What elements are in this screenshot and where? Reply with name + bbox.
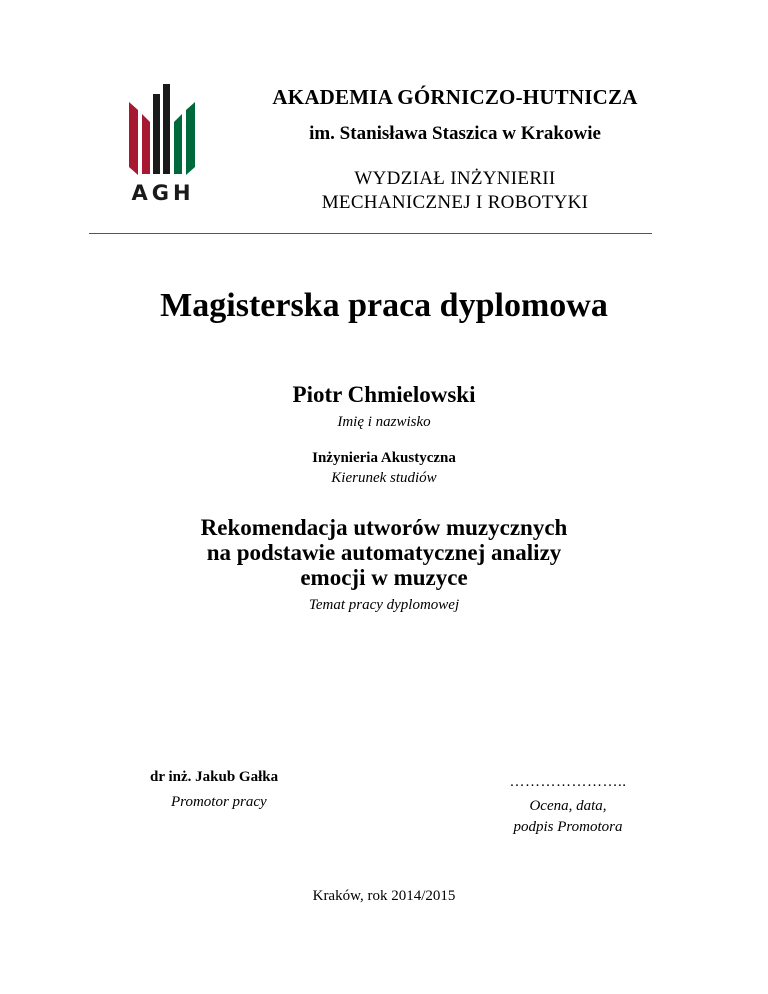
signature-dots: ………………….. [509, 774, 627, 790]
university-subtitle: im. Stanisława Staszica w Krakowie [309, 123, 601, 144]
author-name: Piotr Chmielowski [292, 382, 476, 407]
grade-caption [488, 796, 648, 838]
field-caption: Kierunek studiów [331, 470, 437, 486]
grade-caption-line-2: podpis Promotora [513, 819, 623, 835]
author-caption: Imię i nazwisko [337, 414, 431, 430]
thesis-topic [134, 515, 634, 590]
faculty-name [240, 167, 670, 215]
faculty-line-1: WYDZIAŁ INŻYNIERII [354, 168, 556, 189]
logo-text: AGH [131, 181, 195, 205]
topic-line-3: emocji w muzyce [300, 565, 468, 590]
place-and-year: Kraków, rok 2014/2015 [312, 888, 456, 904]
field-of-study: Inżynieria Akustyczna [312, 450, 456, 466]
agh-logo [126, 84, 200, 208]
supervisor-name: dr inż. Jakub Gałka [150, 769, 279, 785]
agh-logo-icon [126, 84, 200, 179]
grade-caption-line-1: Ocena, data, [529, 798, 607, 814]
faculty-line-2: MECHANICZNEJ I ROBOTYKI [321, 192, 589, 213]
thesis-type: Magisterska praca dyplomowa [160, 287, 608, 324]
topic-line-2: na podstawie automatycznej analizy [206, 540, 562, 565]
university-name: AKADEMIA GÓRNICZO-HUTNICZA [272, 85, 638, 109]
topic-line-1: Rekomendacja utworów muzycznych [200, 515, 568, 540]
header-divider [89, 233, 652, 234]
topic-caption: Temat pracy dyplomowej [308, 597, 460, 613]
supervisor-caption: Promotor pracy [171, 794, 267, 810]
